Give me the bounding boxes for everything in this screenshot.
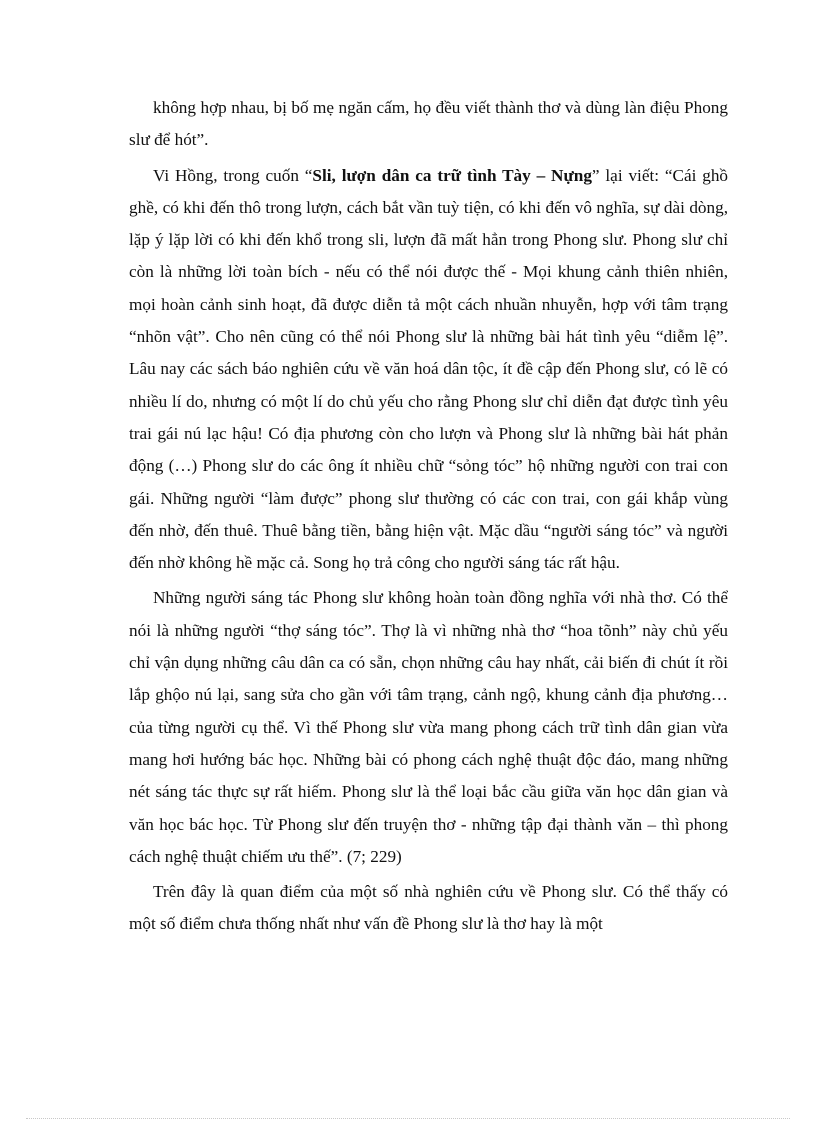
paragraph-2-prefix: Vi Hồng, trong cuốn “ bbox=[153, 165, 313, 185]
paragraph-4-text: Trên đây là quan điểm của một số nhà nghiên cứu về Phong slư. Có thể thấy có một số điểm chưa thống nhất như vấn đề Phong slư là thơ hay là một bbox=[129, 882, 728, 934]
paragraph-1-text: không hợp nhau, bị bố mẹ ngăn cấm, họ đều viết thành thơ và dùng làn điệu Phong slư để hót”. bbox=[129, 98, 728, 150]
body-text bbox=[129, 92, 728, 941]
paragraph-continuation bbox=[129, 92, 728, 157]
paragraph-3-text: Những người sáng tác Phong slư không hoàn toàn đồng nghĩa với nhà thơ. Có thể nói là những người “thợ sáng tóc”. Thợ là vì những nhà thơ “hoa tõnh” này chủ yếu chỉ vận dụng những câu dân ca có sẵn, chọn những câu hay nhất, cải biến đi chút ít rồi lắp ghộo nú lại, sang sửa cho gần với tâm trạng, cảnh ngộ, khung cảnh địa phương…của từng người cụ thể. Vì thế Phong slư vừa mang phong cách trữ tình dân gian vừa mang hơi hướng bác học. Những bài có phong cách nghệ thuật độc đáo, mang những nét sáng tác thực sự rất hiếm. Phong slư là thể loại bắc cầu giữa văn học dân gian và văn học bác học. Từ Phong slư đến truyện thơ - những tập đại thành văn – thì phong cách nghệ thuật chiếm ưu thế”. (7; 229) bbox=[129, 588, 728, 866]
paragraph-creators bbox=[129, 582, 728, 873]
paragraph-summary bbox=[129, 876, 728, 941]
book-title: Sli, lượn dân ca trữ tình Tày – Nựng bbox=[312, 165, 592, 185]
page-footer-divider bbox=[26, 1118, 790, 1119]
paragraph-vi-hong-quote bbox=[129, 160, 728, 580]
paragraph-2-rest: ” lại viết: “Cái ghồ ghề, có khi đến thô trong lượn, cách bắt vần tuỳ tiện, có khi đến vô nghĩa, sự dài dòng, lặp ý lặp lời có khi đến khổ trong sli, lượn đã mất hẳn trong Phong slư. Phong slư chỉ còn là những lời toàn bích - nếu có thể nói được thế - Mọi khung cảnh thiên nhiên, mọi hoàn cảnh sinh hoạt, đã được diễn tả một cách nhuần nhuyễn, hợp với tâm trạng “nhõn vật”. Cho nên cũng có thể nói Phong slư là những bài hát tình yêu “diễm lệ”. Lâu nay các sách báo nghiên cứu về văn hoá dân tộc, ít đề cập đến Phong slư, có lẽ có nhiều lí do, nhưng có một lí do chủ yếu cho rằng Phong slư chỉ diễn đạt được tình yêu trai gái nú lạc hậu! Có địa phương còn cho lượn và Phong slư là những bài hát phản động (…) Phong slư do các ông ít nhiều chữ “sỏng tóc” hộ những người con trai con gái. Những người “làm được” phong slư thường có các con trai, con gái khắp vùng đến nhờ, đến thuê. Thuê bằng tiền, bằng hiện vật. Mặc dầu “người sáng tóc” và người đến nhờ không hề mặc cả. Song họ trả công cho người sáng tác rất hậu. bbox=[129, 165, 729, 573]
